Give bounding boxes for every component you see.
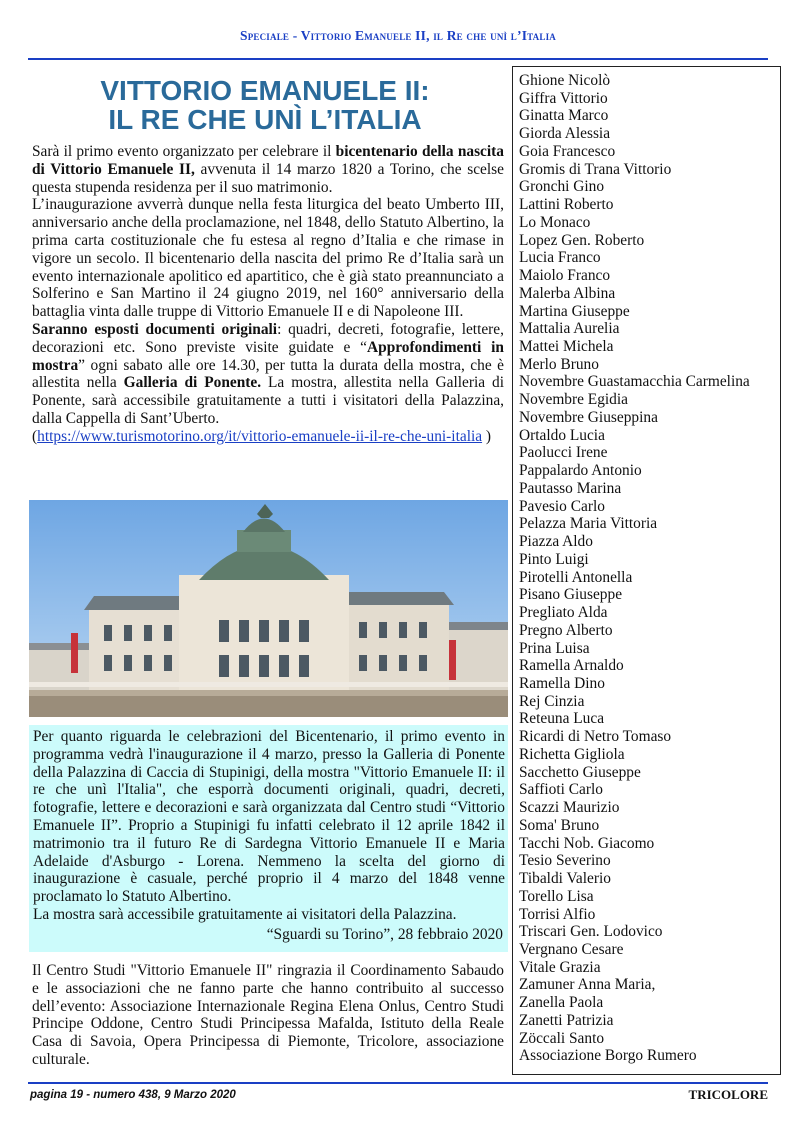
running-header: Speciale - Vittorio Emanuele II, il Re che unì l’Italia [240, 28, 556, 43]
footer-page-info: pagina 19 - numero 438, 9 Marzo 2020 [30, 1089, 236, 1101]
donor-list-item: Lopez Gen. Roberto [519, 231, 645, 249]
quote-text [33, 728, 505, 924]
donor-list-item: Tacchi Nob. Giacomo [519, 834, 655, 852]
paragraph-3: Saranno esposti documenti originali: quadri, decreti, fotografie, lettere, decorazioni etc. Sono previste visite guidate e “Approfondimenti in mostra” ogni sabato alle ore 14.30, per tutta la durata della mostra, che è allestita nella Galleria di Ponente. La mostra, allestita nella Galleria di Ponente, sarà accessibile gratuitamente a tutti i visitatori della Palazzina, dalla Cappella di Sant’Uberto. [32, 320, 504, 427]
donor-list-item: Reteuna Luca [519, 710, 605, 728]
donor-list-item: Pirotelli Antonella [519, 568, 633, 586]
paragraph-1: Sarà il primo evento organizzato per celebrare il bicentenario della nascita di Vittorio Emanuele II, avvenuta il 14 marzo 1820 a Torino, che scelse questa stupenda residenza per il suo matrimonio. [32, 143, 504, 196]
donor-list-item: Pisano Giuseppe [519, 586, 623, 604]
footer-publication: TRICOLORE [688, 1087, 768, 1102]
paragraph-2: L’inaugurazione avverrà dunque nella festa liturgica del beato Umberto III, anniversario anche della proclamazione, nel 1848, dello Statuto Albertino, la prima carta costituzionale che fu estesa al regno d’Italia e che rimase in vigore un secolo. Il bicentenario della nascita del primo Re d’Italia sarà un evento internazionale apolitico ed apartitico, che è già stato preannunciato a Solferino e San Martino il 24 giugno 2019, nel 160° anniversario della battaglia vinta dalle truppe di Vittorio Emanuele II e di Napoleone III. [32, 196, 504, 321]
donor-list-item: Lucia Franco [519, 249, 601, 267]
donor-list-item: Triscari Gen. Lodovico [519, 923, 663, 941]
donor-list-item: Pelazza Maria Vittoria [519, 515, 658, 533]
donor-list-item: Ramella Arnaldo [519, 657, 624, 675]
donor-list-item: Malerba Albina [519, 284, 616, 302]
donor-list-item: Giorda Alessia [519, 125, 611, 143]
donor-list-item: Zöccali Santo [519, 1029, 605, 1047]
donor-list-item: Soma' Bruno [519, 816, 600, 834]
title-line-2: IL RE CHE UNÌ L’ITALIA [108, 104, 422, 135]
quote-paragraph-2: La mostra sarà accessibile gratuitamente ai visitatori della Palazzina. [33, 905, 457, 923]
donor-list-item: Pinto Luigi [519, 550, 589, 568]
title-line-1: VITTORIO EMANUELE II: [100, 75, 430, 106]
donor-list-item: Vergnano Cesare [519, 940, 624, 958]
donor-list-item: Rej Cinzia [519, 692, 585, 710]
donor-list-item: Lattini Roberto [519, 196, 614, 214]
donor-list-item: Tesio Severino [519, 852, 611, 870]
header-divider [28, 58, 768, 60]
donor-list-item: Zanella Paola [519, 994, 604, 1012]
donor-list-item: Ginatta Marco [519, 107, 609, 125]
donor-list-item: Prina Luisa [519, 639, 590, 657]
donor-list-item: Maiolo Franco [519, 267, 611, 285]
article-title [28, 76, 502, 134]
tourism-link[interactable]: https://www.turismotorino.org/it/vittorio-emanuele-ii-il-re-che-uni-italia [37, 427, 483, 445]
donor-list-item: Giffra Vittorio [519, 89, 608, 107]
donor-list-item: Mattei Michela [519, 338, 614, 356]
closing-paragraph: Il Centro Studi "Vittorio Emanuele II" ringrazia il Coordinamento Sabaudo e le associazioni che ne fanno parte che hanno contribuito al successo dell’evento: Associazione Internazionale Regina Elena Onlus, Centro Studi Principe Oddone, Centro Studi Principessa Mafalda, Istituto della Reale Casa di Savoia, Opera Principessa di Piemonte, Tricolore, associazione culturale. [32, 962, 504, 1068]
footer-divider [28, 1082, 768, 1084]
donor-list-item: Goia Francesco [519, 142, 616, 160]
donor-list-item: Richetta Gigliola [519, 745, 625, 763]
donor-list-item: Pavesio Carlo [519, 497, 605, 515]
donor-list-item: Torello Lisa [519, 887, 594, 905]
article-body [32, 143, 504, 446]
donor-list-item: Paolucci Irene [519, 444, 608, 462]
donor-list-item: Novembre Egidia [519, 391, 628, 409]
donor-list-item: Novembre Guastamacchia Carmelina [519, 373, 750, 391]
donor-list-item: Scazzi Maurizio [519, 799, 620, 817]
donor-list-item: Ortaldo Lucia [519, 426, 605, 444]
donor-list-item: Saffioti Carlo [519, 781, 603, 799]
donor-list-item: Sacchetto Giuseppe [519, 763, 641, 781]
donor-list-item: Ghione Nicolò [519, 72, 611, 89]
donor-list-item: Mattalia Aurelia [519, 320, 620, 338]
donor-list-item: Piazza Aldo [519, 533, 593, 551]
donor-list-item: Ricardi di Netro Tomaso [519, 728, 672, 746]
donor-list-item: Merlo Bruno [519, 355, 599, 373]
quote-paragraph: Per quanto riguarda le celebrazioni del Bicentenario, il primo evento in programma vedrà l'inaugurazione il 4 marzo, presso la Galleria di Ponente della Palazzina di Caccia di Stupinigi, della mostra "Vittorio Emanuele II: il re che unì l'Italia", che esporrà documenti originali, quadri, decreti, fotografie, lettere e decorazioni e sarà organizzata dal Centro studi “Vittorio Emanuele II”. Proprio a Stupinigi fu infatti celebrato il 12 aprile 1842 il matrimonio tra il futuro Re di Sardegna Vittorio Emanuele II e Maria Adelaide d'Asburgo - Lorena. Nemmeno la scelta del giorno di inaugurazione è casuale, perché proprio il 4 marzo del 1848 venne proclamato lo Statuto Albertino. [33, 728, 505, 906]
donor-list-item: Pautasso Marina [519, 479, 622, 497]
link-paragraph: (https://www.turismotorino.org/it/vittorio-emanuele-ii-il-re-che-uni-italia ) [32, 427, 492, 445]
donor-list-item: Gronchi Gino [519, 178, 605, 196]
donor-list-item: Zamuner Anna Maria, [519, 976, 656, 994]
quote-source: “Sguardi su Torino”, 28 febbraio 2020 [266, 926, 503, 943]
donor-list-item: Lo Monaco [519, 213, 591, 231]
donor-list-item: Zanetti Patrizia [519, 1011, 614, 1029]
donor-list-item: Novembre Giuseppina [519, 408, 658, 426]
donor-list-item: Ramella Dino [519, 674, 605, 692]
donor-list-item: Pregno Alberto [519, 621, 613, 639]
donor-list-item: Martina Giuseppe [519, 302, 630, 320]
donor-list [519, 72, 777, 1065]
donor-list-item: Tibaldi Valerio [519, 870, 611, 888]
donor-list-item: Pregliato Alda [519, 604, 608, 622]
palazzina-stupinigi-photo [29, 500, 508, 717]
donor-list-item: Pappalardo Antonio [519, 462, 642, 480]
donor-list-item: Torrisi Alfio [519, 905, 596, 923]
donor-list-item: Vitale Grazia [519, 958, 601, 976]
donor-list-item: Associazione Borgo Rumero [519, 1047, 697, 1065]
donor-list-item: Gromis di Trana Vittorio [519, 160, 672, 178]
